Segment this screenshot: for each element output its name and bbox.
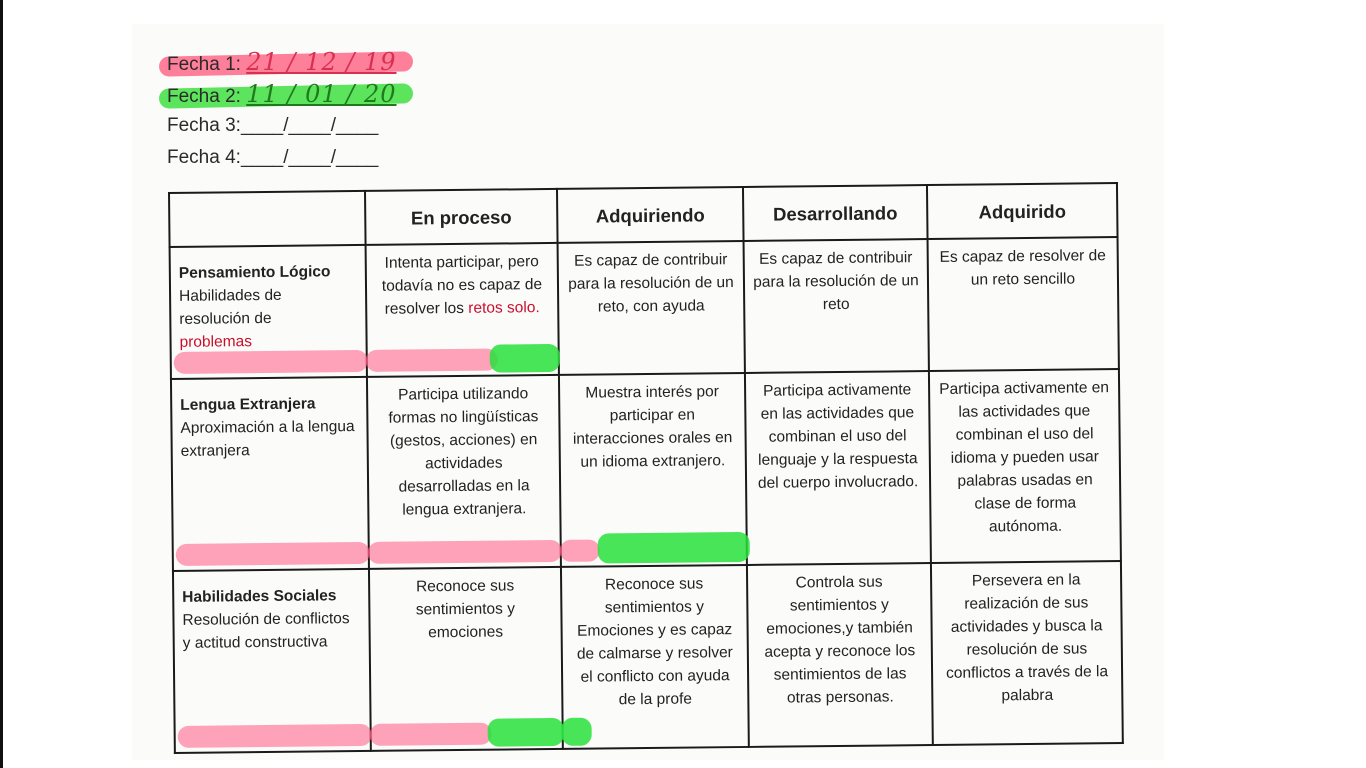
date-line-2 bbox=[167, 78, 397, 110]
criterion-title: Pensamiento Lógico bbox=[178, 263, 331, 282]
rubric-cell bbox=[369, 567, 563, 751]
pink-marker bbox=[560, 539, 600, 561]
table-row bbox=[170, 237, 1119, 379]
cell-text: Reconoce sus sentimientos y Emociones y es capaz de calmarse y resolver el conflicto con ayuda de la profe bbox=[576, 575, 733, 709]
criterion-subtitle: Aproximación a la lengua extranjera bbox=[180, 418, 355, 460]
pink-marker bbox=[368, 540, 562, 564]
date-line-4 bbox=[167, 142, 397, 174]
pink-marker bbox=[370, 723, 492, 746]
green-marker bbox=[562, 718, 592, 746]
rubric-cell bbox=[366, 243, 559, 377]
pink-marker bbox=[178, 724, 372, 748]
date-label: Fecha 3: bbox=[167, 115, 241, 136]
header-desarrollando: Desarrollando bbox=[743, 185, 928, 241]
dates-block bbox=[167, 46, 397, 174]
rubric-cell bbox=[747, 563, 933, 747]
rubric-cell bbox=[745, 371, 931, 565]
cell-text: Participa utilizando formas no lingüísticas (gestos, acciones) en actividades desarrolladas en la lengua extranjera. bbox=[388, 385, 539, 519]
cell-text: Reconoce sus sentimientos y emociones bbox=[415, 577, 516, 642]
criterion-subtitle: resolución de bbox=[179, 309, 272, 328]
rubric-table-wrapper bbox=[168, 182, 1124, 754]
date-blank: ____/____/____ bbox=[240, 147, 379, 168]
green-marker bbox=[598, 532, 750, 564]
criterion-cell bbox=[173, 569, 371, 753]
header-row bbox=[169, 183, 1118, 247]
criterion-title: Habilidades Sociales bbox=[182, 587, 337, 606]
rubric-cell bbox=[931, 561, 1123, 745]
rubric-cell bbox=[929, 369, 1121, 563]
cell-text: Muestra interés por participar en interacciones orales en un idioma extranjero. bbox=[572, 383, 733, 471]
date-blank: ____/____/____ bbox=[240, 115, 379, 136]
header-adquirido: Adquirido bbox=[927, 183, 1118, 239]
rubric-cell bbox=[559, 373, 747, 567]
criterion-cell bbox=[170, 245, 367, 379]
rubric-cell bbox=[367, 375, 561, 569]
cell-text: Controla sus sentimientos y emociones,y también acepta y reconoce los sentimientos de las otras personas. bbox=[764, 573, 916, 707]
rubric-cell bbox=[928, 237, 1119, 371]
criterion-subtitle: Habilidades de bbox=[179, 286, 282, 305]
table-row bbox=[171, 369, 1121, 571]
cell-text: Participa activamente en las actividades que combinan el uso del idioma y pueden usar palabras usadas en clase de forma autónoma. bbox=[939, 379, 1110, 536]
rubric-cell bbox=[744, 239, 929, 373]
table-row bbox=[173, 561, 1123, 753]
handwritten-date: 21 / 12 / 19 bbox=[246, 48, 397, 76]
header-adquiriendo: Adquiriendo bbox=[557, 187, 744, 243]
date-line-1 bbox=[167, 46, 397, 78]
cell-text: Intenta participar, pero todavía no es capaz de resolver los bbox=[381, 253, 543, 318]
date-label: Fecha 2: bbox=[167, 86, 241, 107]
green-marker bbox=[490, 344, 560, 373]
header-empty bbox=[169, 191, 366, 247]
handwritten-date: 11 / 01 / 20 bbox=[246, 80, 397, 108]
pink-marker bbox=[176, 542, 370, 566]
cell-text: Persevera en la realización de sus actividades y busca la resolución de sus conflictos a través de la palabra bbox=[945, 571, 1109, 705]
date-label: Fecha 4: bbox=[167, 147, 241, 168]
criterion-cell bbox=[171, 377, 369, 571]
rubric-cell bbox=[561, 565, 749, 749]
cell-text: Es capaz de contribuir para la resolución de un reto bbox=[753, 249, 919, 314]
header-en-proceso: En proceso bbox=[365, 189, 558, 245]
window-edge bbox=[0, 0, 3, 768]
cell-text: Participa activamente en las actividades que combinan el uso del lenguaje y la respuesta del cuerpo involucrado. bbox=[757, 381, 919, 492]
cell-text: Es capaz de contribuir para la resolución de un reto, con ayuda bbox=[568, 251, 734, 316]
cell-text-red: retos solo. bbox=[468, 299, 540, 317]
date-line-3 bbox=[167, 110, 397, 142]
rubric-cell bbox=[558, 241, 745, 375]
criterion-subtitle-red: problemas bbox=[179, 333, 253, 351]
cell-text: Es capaz de resolver de un reto sencillo bbox=[939, 247, 1106, 289]
criterion-title: Lengua Extranjera bbox=[180, 395, 316, 414]
date-label: Fecha 1: bbox=[167, 54, 241, 75]
pink-marker bbox=[366, 349, 498, 372]
criterion-subtitle: Resolución de conflictos y actitud constructiva bbox=[182, 610, 350, 652]
green-marker bbox=[488, 718, 564, 747]
rubric-table bbox=[168, 182, 1124, 754]
